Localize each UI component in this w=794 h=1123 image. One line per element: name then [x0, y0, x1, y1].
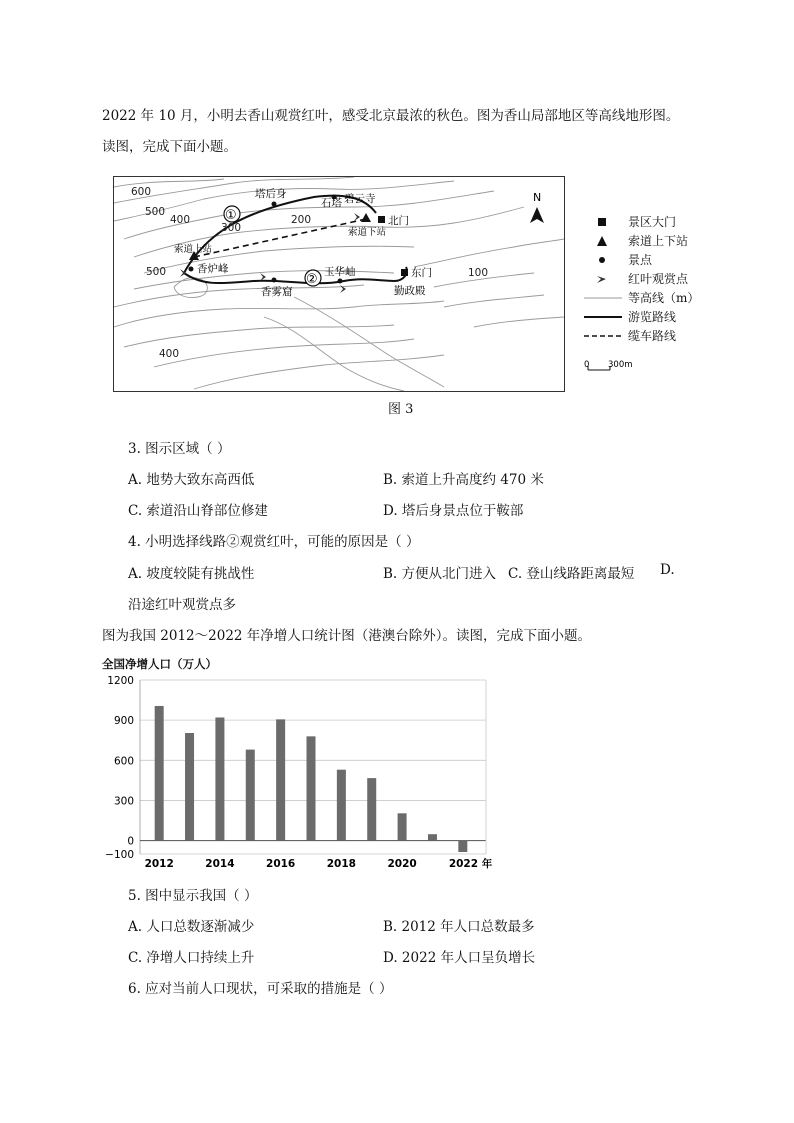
scenic-dot-icon	[272, 278, 277, 283]
north-gate-icon	[378, 216, 385, 223]
east-gate-icon	[401, 269, 408, 276]
bar-2019	[367, 778, 376, 841]
place-label: 石塔	[321, 197, 342, 209]
x-tick-label: 2012	[144, 858, 174, 870]
contour-label: 100	[468, 267, 489, 279]
y-tick-label: 0	[127, 835, 134, 848]
legend-label: 红叶观赏点	[628, 272, 689, 286]
contour-line	[194, 355, 444, 389]
contour-label: 400	[159, 348, 180, 360]
bar-2014	[215, 717, 224, 840]
q4-option-d-text[interactable]: 沿途红叶观赏点多	[128, 597, 236, 613]
route-1-label: ①	[225, 208, 237, 223]
legend-label: 索道上下站	[628, 234, 689, 248]
contour-line	[114, 285, 364, 307]
bar-2020	[398, 813, 407, 840]
topographic-map	[113, 176, 565, 392]
contour-line	[414, 239, 564, 267]
q5-option-b[interactable]: B. 2012 年人口总数最多	[383, 919, 535, 935]
q3-option-b[interactable]: B. 索道上升高度约 470 米	[383, 472, 544, 488]
cable-line-dashed-icon	[584, 331, 624, 341]
figure-caption: 图 3	[388, 402, 414, 417]
x-tick-label: 2020	[387, 858, 417, 870]
legend-item	[596, 231, 699, 250]
scale-length: 300m	[608, 360, 633, 370]
legend-label: 等高线（m）	[628, 291, 700, 305]
legend-item	[596, 250, 699, 269]
contour-label: 500	[145, 206, 166, 218]
scenic-dot-icon	[596, 254, 608, 266]
legend-item	[584, 288, 699, 307]
y-tick-label: 300	[113, 795, 134, 808]
bar-2013	[185, 733, 194, 841]
question-4-stem: 4. 小明选择线路②观赏红叶，可能的原因是（ ）	[128, 534, 420, 550]
place-label: 香雾窟	[261, 286, 293, 298]
legend-item	[584, 326, 699, 345]
bar-2016	[276, 719, 285, 840]
q3-option-c[interactable]: C. 索道沿山脊部位修建	[128, 503, 268, 519]
north-label: N	[533, 191, 542, 204]
map-legend	[596, 212, 699, 345]
contour-label: 500	[146, 266, 167, 278]
chart-title: 全国净增人口（万人）	[102, 657, 217, 671]
scale-bar	[584, 358, 644, 376]
cable-station-lower-icon	[361, 213, 371, 222]
intro2: 图为我国 2012～2022 年净增人口统计图（港澳台除外）。读图，完成下面小题。	[102, 628, 592, 644]
red-leaf-icon	[354, 213, 360, 221]
q3-option-a[interactable]: A. 地势大致东高西低	[128, 472, 255, 488]
bar-2021	[428, 834, 437, 840]
intro-line-2: 读图，完成下面小题。	[102, 139, 237, 155]
scenic-dot-icon	[338, 279, 343, 284]
place-label: 塔后身	[255, 188, 287, 200]
place-label: 索道下站	[348, 227, 387, 238]
y-tick-label: 900	[113, 715, 134, 728]
cable-route	[194, 219, 366, 257]
y-tick-label: 1200	[107, 675, 134, 687]
scenic-dot-icon	[272, 202, 277, 207]
legend-label: 景区大门	[628, 215, 677, 229]
place-label: 勤政殿	[394, 285, 426, 297]
y-tick-label: 600	[113, 755, 134, 768]
place-label: 东门	[411, 267, 432, 279]
contour-line-icon	[584, 293, 624, 303]
route-2-label: ②	[306, 272, 318, 287]
cable-station-triangle-icon	[596, 235, 608, 247]
x-tick-label: 2022 年	[448, 858, 493, 870]
contour-line	[264, 317, 404, 391]
legend-item	[596, 269, 699, 288]
legend-label: 游览路线	[628, 310, 677, 324]
q4-option-a[interactable]: A. 坡度较陡有挑战性	[128, 566, 255, 582]
north-arrow-icon	[530, 207, 544, 223]
q3-option-d[interactable]: D. 塔后身景点位于鞍部	[383, 503, 524, 519]
contour-label: 400	[170, 214, 191, 226]
red-leaf-icon	[596, 273, 608, 285]
intro-line-1: 2022 年 10 月，小明去香山观赏红叶，感受北京最浓的秋色。图为香山局部地区等高线地形图。	[102, 108, 680, 124]
x-tick-label: 2018	[326, 858, 356, 870]
contour-line	[294, 297, 444, 387]
q4-option-b[interactable]: B. 方便从北门进入	[383, 566, 497, 582]
x-tick-label: 2016	[266, 858, 296, 870]
legend-label: 景点	[628, 253, 653, 267]
q4-option-c[interactable]: C. 登山线路距离最短	[508, 566, 635, 582]
q5-option-a[interactable]: A. 人口总数逐渐减少	[128, 919, 255, 935]
bar-2022	[458, 841, 467, 852]
bar-2018	[337, 770, 346, 841]
y-tick-label: −100	[105, 849, 134, 861]
gate-square-icon	[596, 216, 608, 228]
scale-zero: 0	[584, 360, 590, 370]
q5-option-c[interactable]: C. 净增人口持续上升	[128, 950, 255, 966]
contour-label: 200	[291, 214, 312, 226]
contour-line	[474, 317, 564, 327]
legend-item	[584, 307, 699, 326]
contour-label: 300	[221, 222, 242, 234]
bar-2012	[155, 706, 164, 841]
question-6-stem: 6. 应对当前人口现状，可采取的措施是（ ）	[128, 981, 393, 997]
legend-label: 缆车路线	[628, 329, 677, 343]
bar-2017	[307, 736, 316, 840]
contour-line	[444, 295, 544, 307]
q5-option-d[interactable]: D. 2022 年人口呈负增长	[383, 950, 536, 966]
tour-route-line-icon	[584, 312, 624, 322]
x-tick-label: 2014	[205, 858, 235, 870]
question-3-stem: 3. 图示区域（ ）	[128, 441, 231, 457]
place-label: 玉华岫	[324, 266, 356, 278]
bar-2015	[246, 750, 255, 841]
net-population-chart	[96, 672, 496, 872]
place-label: 索道上站	[174, 244, 213, 255]
place-label: 北门	[388, 215, 409, 227]
q4-option-d-label[interactable]: D.	[660, 562, 675, 578]
contour-line	[154, 339, 414, 367]
scenic-dot-icon	[189, 267, 194, 272]
place-label: 香炉峰	[197, 263, 229, 275]
question-5-stem: 5. 图中显示我国（ ）	[128, 888, 258, 904]
contour-label: 600	[131, 186, 152, 198]
contour-map-svg	[114, 177, 564, 391]
place-label: 碧云寺	[344, 193, 376, 205]
legend-item	[596, 212, 699, 231]
